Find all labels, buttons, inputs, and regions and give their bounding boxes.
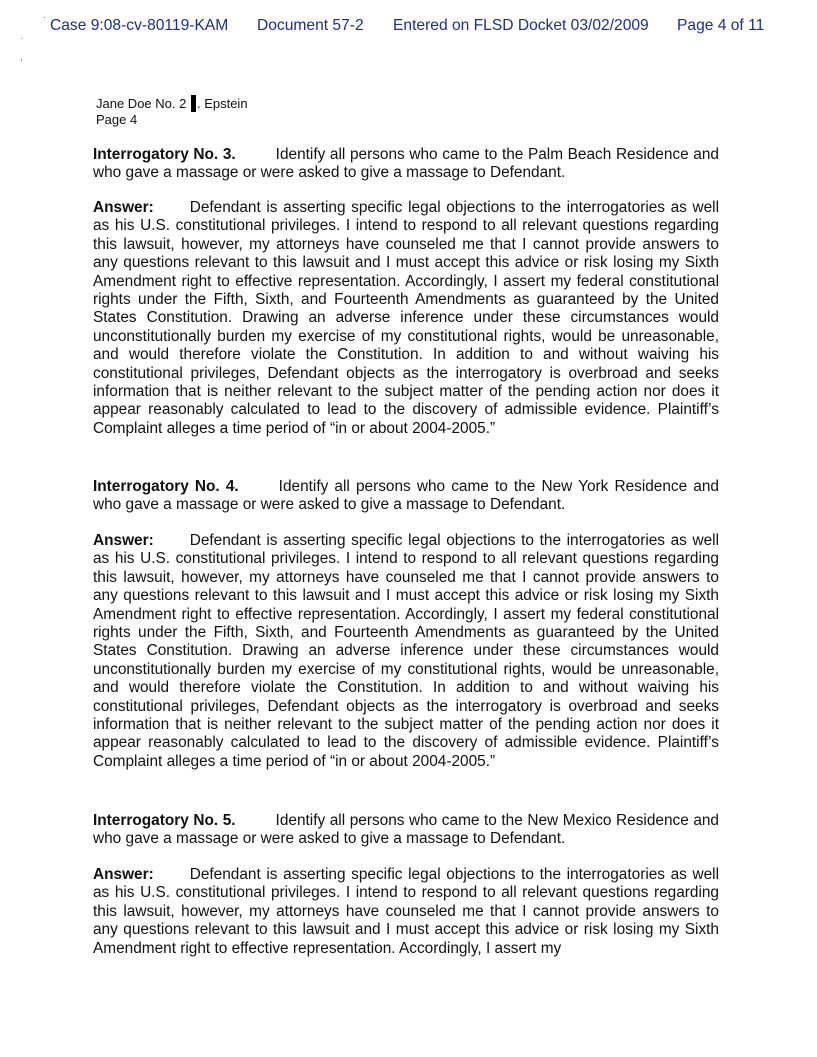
answer-label: Answer: <box>93 866 154 883</box>
answer-text: Defendant is asserting specific legal objections to the interrogatories as well as his U.S. constitutional privileges. I intend to respond to all relevant questions regarding this lawsuit, however, my attorneys have counseled me that I cannot provide answers to any questions relevant to this lawsuit and I must accept this advice or risk losing my Sixth Amendment right to effective representation. Accordingly, I assert my federal constitutional rights under the Fifth, Sixth, and Fourteenth Amendments as guaranteed by the United States Constitution. Drawing an adverse inference under these circumstances would unconstitutionally burden my exercise of my constitutional rights, would be unreasonable, and would therefore violate the Constitution. In addition to and without waiving his constitutional privileges, Defendant objects as the interrogatory is overbroad and seeks information that is neither relevant to the subject matter of the pending action nor does it appear reasonably calculated to lead to the discovery of admissible evidence. Plaintiff’s Complaint alleges a time period of “in or about 2004-2005.” <box>93 532 719 770</box>
page-header <box>96 95 248 127</box>
interrogatory-text: Identify all persons who came to the New Mexico Residence and who gave a massage or were asked to give a massage to Defendant. <box>93 812 719 848</box>
interrogatory-4 <box>93 478 719 515</box>
scan-artifact: , <box>20 52 23 63</box>
document-number: Document 57-2 <box>257 17 364 34</box>
interrogatory-text: Identify all persons who came to the Palm Beach Residence and who gave a massage or were asked to give a massage to Defendant. <box>93 146 719 182</box>
page-count: Page 4 of 11 <box>677 17 765 34</box>
answer-label: Answer: <box>93 532 154 549</box>
interrogatory-5 <box>93 812 719 849</box>
docket-entry-date: Entered on FLSD Docket 03/02/2009 <box>393 17 649 34</box>
case-caption: Jane Doe No. 2 . Epstein <box>96 96 248 111</box>
answer-5 <box>93 866 719 958</box>
interrogatory-label: Interrogatory No. 4. <box>93 478 239 495</box>
answer-text: Defendant is asserting specific legal objections to the interrogatories as well as his U.S. constitutional privileges. I intend to respond to all relevant questions regarding this lawsuit, however, my attorneys have counseled me that I cannot provide answers to any questions relevant to this lawsuit and I must accept this advice or risk losing my Sixth Amendment right to effective representation. Accordingly, I assert my <box>93 866 719 957</box>
scan-artifact: · <box>43 12 47 23</box>
answer-3 <box>93 199 719 438</box>
answer-4 <box>93 532 719 771</box>
case-number: Case 9:08-cv-80119-KAM <box>50 17 229 34</box>
page-label: Page 4 <box>96 112 138 127</box>
answer-label: Answer: <box>93 199 154 216</box>
redaction-bar <box>191 95 196 112</box>
answer-text: Defendant is asserting specific legal objections to the interrogatories as well as his U.S. constitutional privileges. I intend to respond to all relevant questions regarding this lawsuit, however, my attorneys have counseled me that I cannot provide answers to any questions relevant to this lawsuit and I must accept this advice or risk losing my Sixth Amendment right to effective representation. Accordingly, I assert my federal constitutional rights under the Fifth, Sixth, and Fourteenth Amendments as guaranteed by the United States Constitution. Drawing an adverse inference under these circumstances would unconstitutionally burden my exercise of my constitutional rights, would be unreasonable, and would therefore violate the Constitution. In addition to and without waiving his constitutional privileges, Defendant objects as the interrogatory is overbroad and seeks information that is neither relevant to the subject matter of the pending action nor does it appear reasonably calculated to lead to the discovery of admissible evidence. Plaintiff’s Complaint alleges a time period of “in or about 2004-2005.” <box>93 199 719 437</box>
interrogatory-label: Interrogatory No. 5. <box>93 812 236 829</box>
interrogatory-label: Interrogatory No. 3. <box>93 146 236 163</box>
interrogatory-text: Identify all persons who came to the New York Residence and who gave a massage or were asked to give a massage to Defendant. <box>93 478 719 514</box>
interrogatory-3 <box>93 146 719 183</box>
scan-artifact: · <box>20 33 24 44</box>
